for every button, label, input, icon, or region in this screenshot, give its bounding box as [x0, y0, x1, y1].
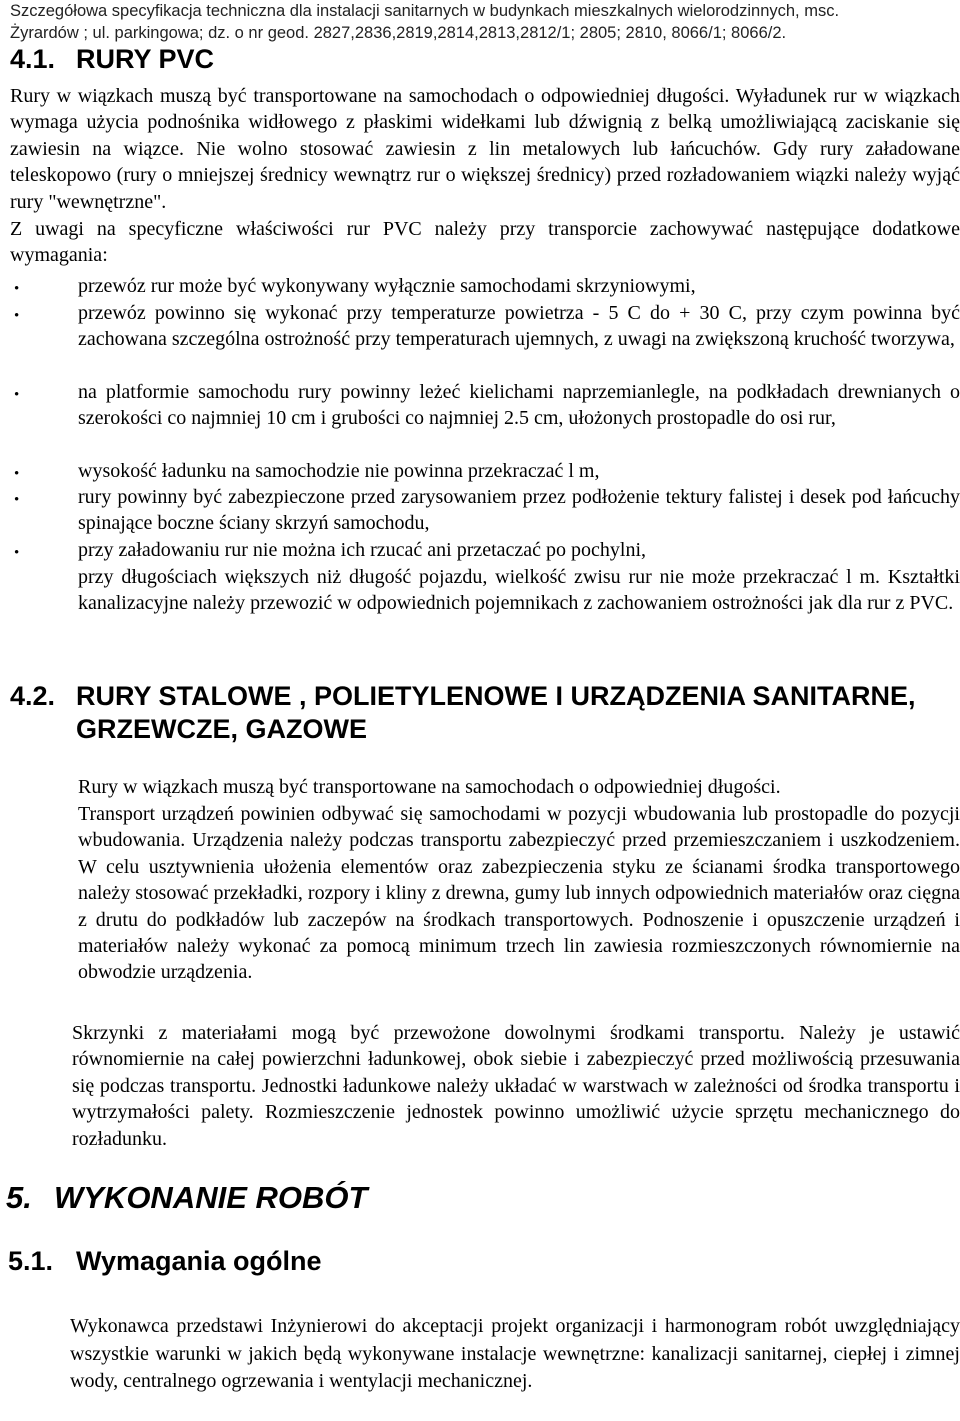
bullet-icon: •: [14, 545, 20, 561]
paragraph: Z uwagi na specyficzne właściwości rur PVC należy przy transporcie zachowywać następujące dodatkowe wymagania:: [10, 218, 960, 267]
paragraph: Transport urządzeń powinien odbywać się samochodami w pozycji wbudowania lub prostopadle do pozycji wbudowania. Urządzenia należy podczas transportu zabezpieczyć przed przemieszczaniem i uszkodzeniem. W celu usztywnienia ułożenia elementów oraz zabezpieczenia styku ze ścianami środka transportowego należy stosować przekładki, rozpory i kliny z drewna, gumy lub innych odpowiednich materiałów oraz cięgna z drutu do podkładów lub zaczepów na środkach transportowych. Podnoszenie i opuszczenie urządzeń i materiałów należy wykonać za pomocą minimum trzech lin zawiesia rozmieszczonych równomiernie na obwodzie urządzenia.: [78, 803, 960, 984]
section-number: 4.2.: [10, 681, 56, 711]
section-heading-4-2: [10, 680, 960, 752]
section-number: 5.: [6, 1180, 32, 1215]
list-item: przy załadowaniu rur nie można ich rzucać ani przetaczać po pochylni,: [78, 539, 647, 561]
running-header-line-1: Szczegółowa specyfikacja techniczna dla instalacji sanitarnych w budynkach mieszkalnych wielorodzinnych, msc.: [10, 2, 840, 20]
bullet-icon: •: [14, 466, 20, 482]
section-number: 4.1.: [10, 44, 56, 74]
list-item: przewóz powinno się wykonać przy temperaturze powietrza - 5 C do + 30 C, przy czym powinna być zachowana szczególna ostrożność przy temperaturach ujemnych, z uwagi na zwiększoną kruchość tworzywa,: [78, 302, 960, 351]
section-title: WYKONANIE ROBÓT: [54, 1180, 368, 1215]
bullet-icon: •: [14, 492, 20, 508]
section-title: RURY PVC: [76, 44, 215, 74]
section-heading-5-1: [8, 1245, 608, 1277]
section-number: 5.1.: [8, 1246, 54, 1276]
section-heading-4-1: [10, 43, 310, 75]
bullet-icon: •: [14, 387, 20, 403]
section-heading-5: [6, 1180, 606, 1216]
section-title: Wymagania ogólne: [76, 1246, 322, 1276]
list-item: przewóz rur może być wykonywany wyłącznie samochodami skrzyniowymi,: [78, 275, 696, 297]
list-item: wysokość ładunku na samochodzie nie powinna przekraczać l m,: [78, 460, 600, 482]
running-header-line-2: Żyrardów ; ul. parkingowa; dz. o nr geod. 2827,2836,2819,2814,2813,2812/1; 2805; 2810, 8066/1; 8066/2.: [10, 24, 787, 42]
section-title-line-2: GRZEWCZE, GAZOWE: [76, 714, 367, 744]
section-title-line-1: RURY STALOWE , POLIETYLENOWE I URZĄDZENIA SANITARNE,: [76, 681, 916, 711]
bullet-icon: •: [14, 281, 20, 297]
list-item: na platformie samochodu rury powinny leżeć kielichami naprzemianlegle, na podkładach drewnianych o szerokości co najmniej 10 cm i grubości co najmniej 2.5 cm, ułożonych prostopadle do osi rur,: [78, 381, 960, 430]
bullet-icon: •: [14, 308, 20, 324]
paragraph: Skrzynki z materiałami mogą być przewożone dowolnymi środkami transportu. Należy je ustawić równomiernie na całej powierzchni ładunkowej, obok siebie i zabezpieczyć przed możliwością przesuwania się podczas transportu. Jednostki ładunkowe należy układać w warstwach w zależności od środka transportu i wytrzymałości palety. Rozmieszczenie jednostek powinno umożliwić użycie sprzętu mechanicznego do rozładunku.: [72, 1022, 960, 1150]
list-item: rury powinny być zabezpieczone przed zarysowaniem przez podłożenie tektury falistej i desek pod łańcuchy spinające boczne ściany skrzyń samochodu,: [78, 486, 960, 535]
paragraph: Rury w wiązkach muszą być transportowane na samochodach o odpowiedniej długości.: [78, 776, 781, 798]
paragraph: Wykonawca przedstawi Inżynierowi do akceptacji projekt organizacji i harmonogram robót uwzględniający wszystkie warunki w jakich będą wykonywane instalacje wewnętrzne: kanalizacji sanitarnej, ciepłej i zimnej wody, centralnego ogrzewania i wentylacji mechanicznej.: [70, 1315, 960, 1392]
paragraph: Rury w wiązkach muszą być transportowane na samochodach o odpowiedniej długości. Wyładunek rur w wiązkach wymaga użycia podnośnika widłowego z płaskimi widełkami lub dźwignią z belką umożliwiającą zaciskanie się zawiesin na wiązce. Nie wolno stosować zawiesin z lin metalowych lub łańcuchów. Gdy rury załadowane teleskopowo (rury o mniejszej średnicy wewnątrz rur o większej średnicy) przed rozładowaniem wiązki należy wyjąć rury "wewnętrzne".: [10, 85, 960, 213]
paragraph: przy długościach większych niż długość pojazdu, wielkość zwisu rur nie może przekraczać l m. Kształtki kanalizacyjne należy przewozić w odpowiednich pojemnikach z zachowaniem ostrożności jak dla rur z PVC.: [78, 566, 960, 615]
